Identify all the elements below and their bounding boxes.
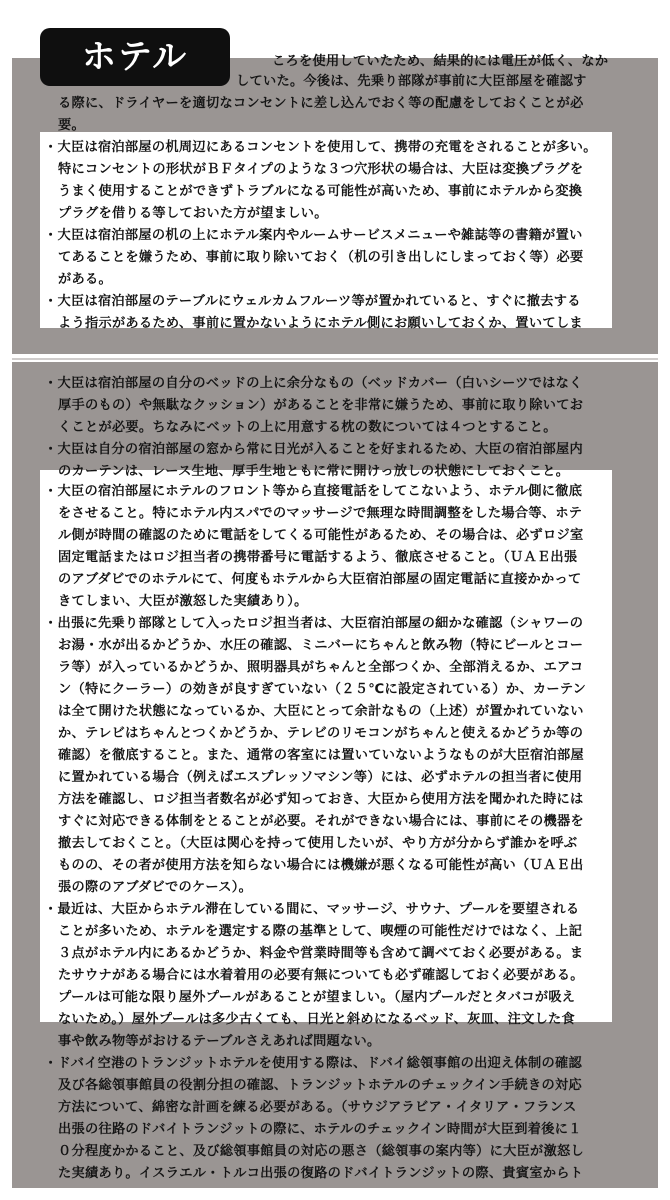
body-line: くことが必要。ちなみにベットの上に用意する枕の数については４つとすること。 <box>58 420 557 435</box>
body-line: ・ドバイ空港のトランジットホテルを使用する際は、ドバイ総領事館の出迎え体制の確認 <box>44 1056 582 1071</box>
body-line: か、テレビはちゃんとつくかどうか、テレビのリモコンがちゃんと使えるかどうか等の <box>58 726 584 741</box>
body-line: 確認）を徹底すること。また、通常の客室には置いていないようなものが大臣宿泊部屋 <box>58 748 585 763</box>
body-line: がある。 <box>58 272 112 287</box>
body-line: 事や飲み物等がおけるテーブルさえあれば問題ない。 <box>58 1034 381 1049</box>
body-line: てあることを嫌うため、事前に取り除いておく（机の引き出しにしまっておく等）必要 <box>58 250 584 265</box>
body-line: ン（特にクーラー）の効きが良すぎていない（２５℃に設定されている）か、カーテン <box>58 682 587 697</box>
body-line: ・最近は、大臣からホテル滞在している間に、マッサージ、サウナ、プールを要望される <box>44 902 580 917</box>
body-line: ラ等）が入っているかどうか、照明器具がちゃんと全部つくか、全部消えるか、エアコ <box>58 660 584 675</box>
body-line: ル側が時間の確認のために電話をしてくる可能性があるため、その場合は、必ずロジ室 <box>58 528 584 543</box>
body-line: 張の際のアブダビでのケース）。 <box>58 880 253 895</box>
intro-line: ころを使用していたため、結果的には電圧が低く、なか <box>272 54 609 69</box>
body-line: たサウナがある場合には水着着用の必要有無についても必ず確認しておく必要がある。 <box>58 968 584 983</box>
title-badge <box>40 28 230 86</box>
body-line: 厚手のもの）や無駄なクッション）があることを非常に嫌うため、事前に取り除いてお <box>58 398 584 413</box>
body-line: お湯・水が出るかどうか、水圧の確認、ミニバーにちゃんと飲み物（特にビールとコー <box>58 638 584 653</box>
body-line: よう指示があるため、事前に置かないようにホテル側にお願いしておくか、置いてしま <box>58 316 583 331</box>
body-line: 出張の往路のドバイトランジットの際に、ホテルのチェックイン時間が大臣到着後に１ <box>58 1122 582 1137</box>
body-line: きてしまい、大臣が激怒した実績あり）。 <box>58 594 308 609</box>
body-line: 撤去しておくこと。（大臣は関心を持って使用したいが、やり方が分からず誰かを呼ぶ <box>58 836 578 851</box>
body-line: 方法について、綿密な計画を練る必要がある。（サウジアラビア・イタリア・フランス <box>58 1100 577 1115</box>
body-line: ・大臣の宿泊部屋にホテルのフロント等から直接電話をしてこないよう、ホテル側に徹底 <box>44 484 583 499</box>
body-line: 方法を確認し、ロジ担当者数名が必ず知っておき、大臣から使用方法を聞かれた時には <box>58 792 584 807</box>
body-line: た実績あり。イスラエル・トルコ出張の復路のドバイトランジットの際、貴賓室からト <box>58 1166 584 1181</box>
body-line: ０分程度かかること、及び総領事館員の対応の悪さ（総領事の案内等）に大臣が激怒し <box>58 1144 585 1159</box>
body-line: プラグを借りる等しておいた方が望ましい。 <box>58 206 328 221</box>
body-line: すぐに対応できる体制をとることが必要。それができない場合には、事前にその機器を <box>58 814 585 829</box>
body-line: うまく使用することができずトラブルになる可能性が高いため、事前にホテルから変換 <box>58 184 583 199</box>
body-line: プールは可能な限り屋外プールがあることが望ましい。（屋内プールだとタバコが吸え <box>58 990 576 1005</box>
body-line: は全て開けた状態になっているか、大臣にとって余計なもの（上述）が置かれていない <box>58 704 584 719</box>
body-line: ・出張に先乗り部隊として入ったロジ担当者は、大臣宿泊部屋の細かな確認（シャワーの <box>44 616 584 631</box>
section-divider <box>12 358 658 360</box>
body-line: 及び各総領事館員の役割分担の確認、トランジットホテルのチェックイン手続きの対応 <box>58 1078 582 1093</box>
body-line: をさせること。特にホテル内スパでのマッサージで無理な時間調整をした場合等、ホテ <box>58 506 583 521</box>
body-line: のカーテンは、レース生地、厚手生地ともに常に開けっ放しの状態にしておくこと。 <box>58 464 570 479</box>
body-line: ・大臣は宿泊部屋の自分のベッドの上に余分なもの（ベッドカバー（白いシーツではなく <box>44 376 583 391</box>
page-title: ホテル <box>81 37 189 77</box>
body-line: ことが多いため、ホテルを選定する際の基準として、喫煙の可能性だけではなく、上記 <box>58 924 583 939</box>
intro-line: していた。今後は、先乗り部隊が事前に大臣部屋を確認す <box>236 74 587 89</box>
body-line: ないため。）屋外プールは多少古くても、日光と斜めになるベッド、灰皿、注文した食 <box>58 1012 576 1027</box>
body-line: ものの、その者が使用方法を知らない場合には機嫌が悪くなる可能性が高い（ＵＡＥ出 <box>58 858 584 873</box>
body-line: ・大臣は宿泊部屋のテーブルにウェルカムフルーツ等が置かれていると、すぐに撤去する <box>44 294 581 309</box>
body-line: ・大臣は宿泊部屋の机の上にホテル案内やルームサービスメニューや雑誌等の書籍が置い <box>44 228 583 243</box>
body-line: に置かれている場合（例えばエスプレッソマシン等）には、必ずホテルの担当者に使用 <box>58 770 583 785</box>
body-line: ・大臣は宿泊部屋の机周辺にあるコンセントを使用して、携帯の充電をされることが多い。 <box>44 140 597 155</box>
body-line: 特にコンセントの形状がＢＦタイプのような３つ穴形状の場合は、大臣は変換プラグを <box>58 162 584 177</box>
intro-line: 要。 <box>58 118 85 133</box>
body-line: ・大臣は自分の宿泊部屋の窓から常に日光が入ることを好まれるため、大臣の宿泊部屋内 <box>44 442 583 457</box>
intro-line: る際に、ドライヤーを適切なコンセントに差し込んでおく等の配慮をしておくことが必 <box>58 96 584 111</box>
body-line: ３点がホテル内にあるかどうか、料金や営業時間等も含めて調べておく必要がある。ま <box>58 946 584 961</box>
body-line: 固定電話またはロジ担当者の携帯番号に電話するよう、徹底させること。（ＵＡＥ出張 <box>58 550 578 565</box>
body-line: のアブダビでのホテルにて、何度もホテルから大臣宿泊部屋の固定電話に直接かかって <box>58 572 582 587</box>
